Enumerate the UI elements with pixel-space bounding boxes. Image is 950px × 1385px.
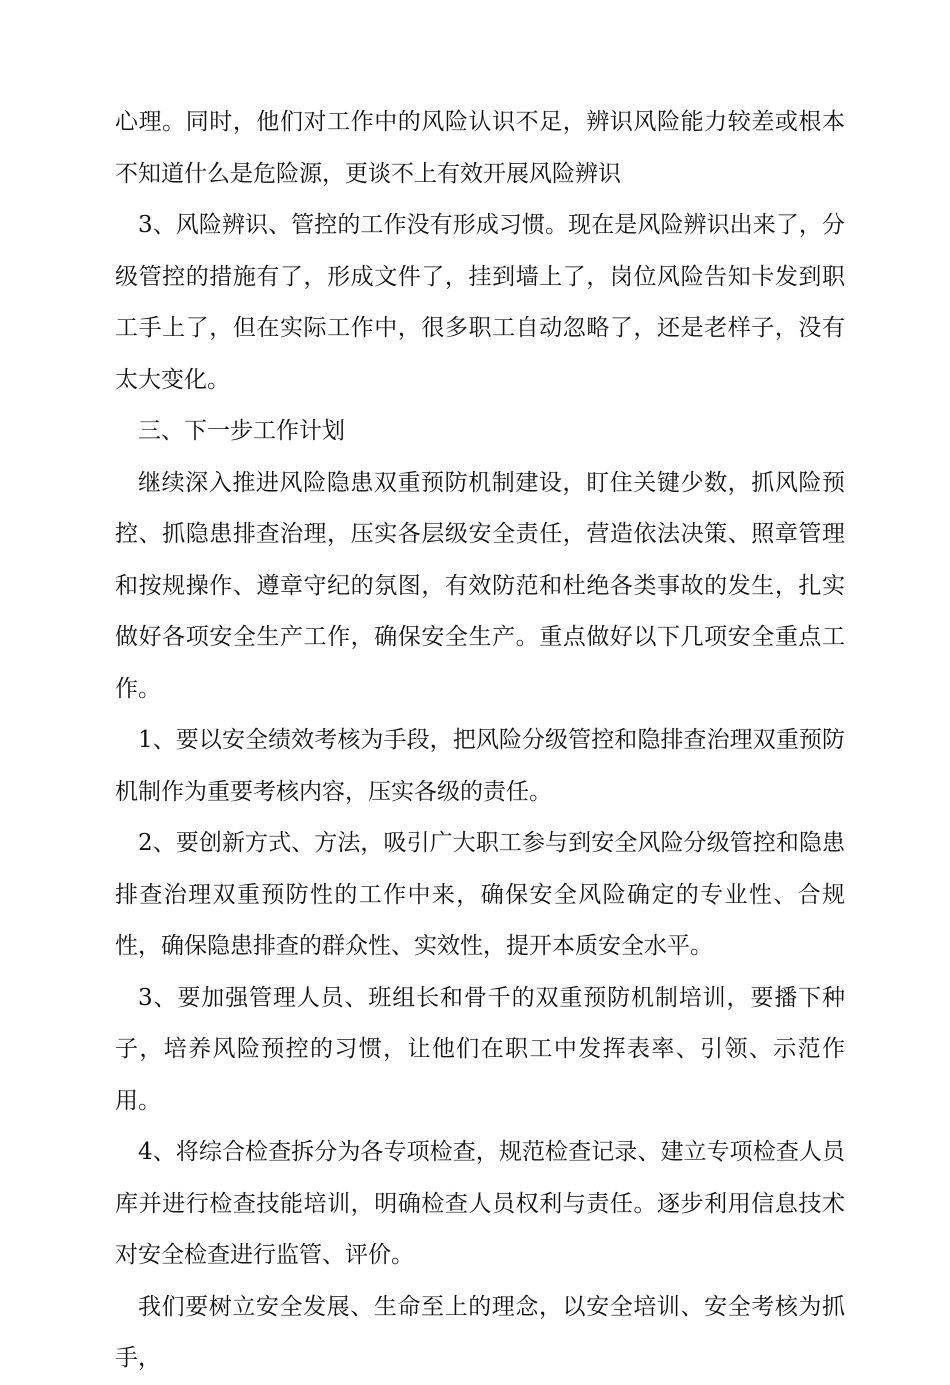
paragraph-plan-intro: 继续深入推进风险隐患双重预防机制建设，盯住关键少数，抓风险预控、抓隐患排查治理，压实各层级安全责任，营造依法决策、照章管理和按规操作、遵章守纪的氛图，有效防范和杜绝各类事故的发生，扎实做好各项安全生产工作，确保安全生产。重点做好以下几项安全重点工作。 bbox=[115, 469, 845, 702]
paragraph-plan-item-1: 1、要以安全绩效考核为手段，把风险分级管控和隐排查治理双重预防机制作为重要考核内容，压实各级的责任。 bbox=[115, 727, 845, 805]
paragraph-plan-item-3: 3、要加强管理人员、班组长和骨千的双重预防机制培训，要播下种子，培养风险预控的习惯，让他们在职工中发挥表率、引领、示范作用。 bbox=[115, 984, 845, 1114]
paragraph-plan-item-2: 2、要创新方式、方法，吸引广大职工参与到安全风险分级管控和隐患排查治理双重预防性的工作中来，确保安全风险确定的专业性、合规性，确保隐患排查的群众性、实效性，提开本质安全水平。 bbox=[115, 830, 845, 959]
paragraph-item-3-habit: 3、风险辨识、管控的工作没有形成习惯。现在是风险辨识出来了，分级管控的措施有了，形成文件了，挂到墙上了，岗位风险告知卡发到职工手上了，但在实际工作中，很多职工自动忽略了，还是老样子，没有太大变化。 bbox=[115, 212, 845, 393]
document-body bbox=[115, 97, 845, 1385]
paragraph-continuation: 心理。同时，他们对工作中的风险认识不足，辨识风险能力较差或根本不知道什么是危险源，更谈不上有效开展风险辨识 bbox=[115, 109, 845, 187]
paragraph-closing: 我们要树立安全发展、生命至上的理念，以安全培训、安全考核为抓手， bbox=[115, 1293, 845, 1371]
section-heading-next-plan: 三、下一步工作计划 bbox=[138, 418, 345, 444]
paragraph-plan-item-4: 4、将综合检查拆分为各专项检查，规范检查记录、建立专项检查人员库并进行检查技能培训，明确检查人员权利与责任。逐步利用信息技术对安全检查进行监管、评价。 bbox=[115, 1139, 845, 1268]
